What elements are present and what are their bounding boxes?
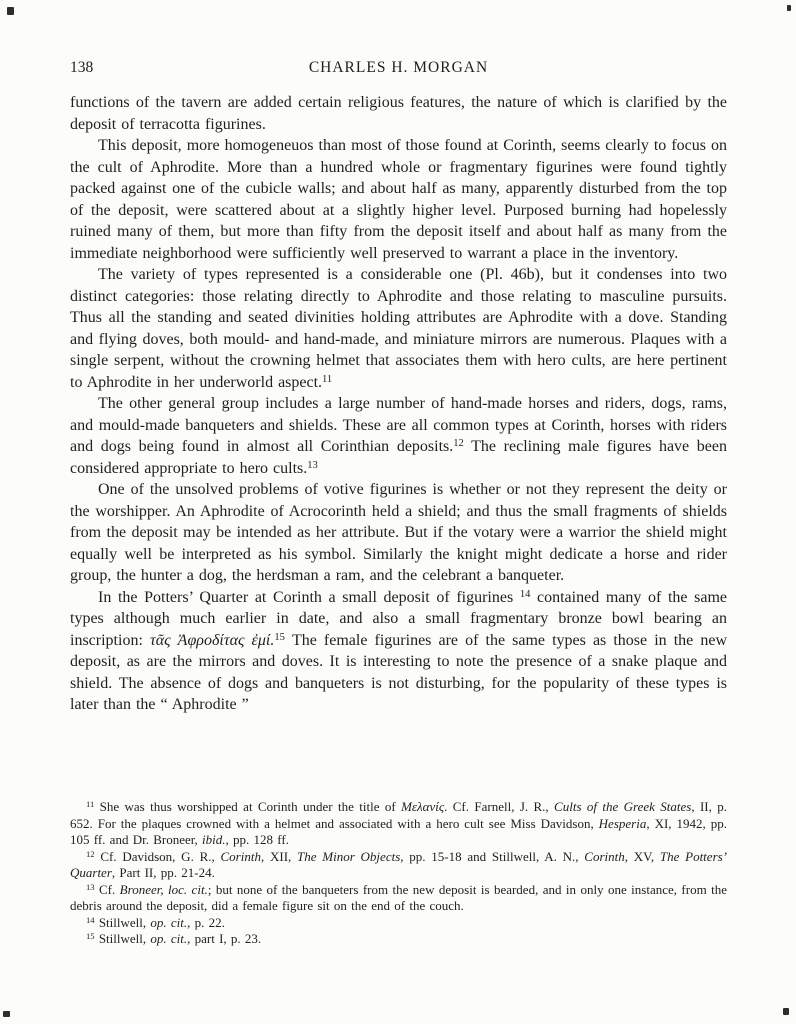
page-number: 138 bbox=[70, 59, 94, 76]
footnote-14: $^{14}$ Stillwell, op. cit., p. 22. bbox=[86, 914, 225, 930]
page-header bbox=[70, 57, 727, 78]
scan-mark-top-left bbox=[7, 7, 14, 15]
scan-mark-top-right bbox=[787, 5, 791, 11]
footnotes bbox=[70, 799, 727, 948]
footnote-15: $^{15}$ Stillwell, op. cit., part I, p. 23. bbox=[86, 931, 262, 946]
paragraph-1: functions of the tavern are added certain religious features, the nature of which is clarified by the deposit of terracotta figurines. bbox=[70, 94, 727, 133]
footnote-11: $^{11}$ She was thus worshipped at Corinth under the title of Μελανίς. Cf. Farnell, J. R., Cults of the Greek States, II, p. 652. For the plaques crowned with a helmet and associated with a hero cult see Miss Davidson, Hesperia, XI, 1942, pp. 105 ff. and Dr. Broneer, ibid., pp. 128 ff. bbox=[70, 799, 727, 847]
body-text bbox=[70, 92, 727, 716]
scan-mark-bottom-right bbox=[783, 1008, 789, 1015]
paragraph-2: This deposit, more homogeneuos than most of those found at Corinth, seems clearly to focus on the cult of Aphrodite. More than a hundred whole or fragmentary figurines were found tightly packed against one of the cubicle walls; and about half as many, apparently disturbed from the top of the deposit, were scattered about at a slightly higher level. Purposed burning had hopelessly ruined many of them, but more than fifty from the deposit itself and about half as many from the immediate neighborhood were sufficiently well preserved to warrant a place in the inventory. bbox=[70, 137, 727, 262]
footnote-13: $^{13}$ Cf. Broneer, loc. cit.; but none of the banqueters from the new deposit is bearded, and in only one instance, from the debris around the deposit, did a female figure sit on the end of the couch. bbox=[70, 881, 727, 913]
paragraph-6: In the Potters’ Quarter at Corinth a small deposit of figurines $^{14}$ contained many of the same types although much earlier in date, and also a small fragmentary bronze bowl bearing an inscription: τᾶς Ἀφροδίτας ἐμί.$^{15}$ The female figurines are of the same types as those in the new deposit, as are the mirrors and doves. It is interesting to note the presence of a snake plaque and shield. The absence of dogs and banqueters is not disturbing, for the popularity of these types is later than the “ Aphrodite ” bbox=[70, 588, 728, 713]
paragraph-4: The other general group includes a large number of hand-made horses and riders, dogs, rams, and mould-made banqueters and shields. These are all common types at Corinth, horses with riders and dogs being found in almost all Corinthian deposits.$^{12}$ The reclining male figures have been considered appropriate to hero cults.$^{13}$ bbox=[70, 395, 727, 477]
running-head: CHARLES H. MORGAN bbox=[308, 59, 489, 76]
scan-mark-bottom-left bbox=[3, 1011, 10, 1017]
page-content bbox=[70, 57, 727, 716]
footnote-12: $^{12}$ Cf. Davidson, G. R., Corinth, XII, The Minor Objects, pp. 15-18 and Stillwell, A. N., Corinth, XV, The Potters’ Quarter, Part II, pp. 21-24. bbox=[70, 848, 728, 880]
paragraph-5: One of the unsolved problems of votive figurines is whether or not they represent the deity or the worshipper. An Aphrodite of Acrocorinth held a shield; and thus the small fragments of shields from the deposit may be intended as her attribute. But if the votary were a warrior the shield might equally well be interpreted as his symbol. Similarly the knight might dedicate a horse and rider group, the hunter a dog, the herdsman a ram, and the celebrant a banqueter. bbox=[70, 481, 727, 584]
paragraph-3: The variety of types represented is a considerable one (Pl. 46b), but it condenses into two distinct categories: those relating directly to Aphrodite and those relating to masculine pursuits. Thus all the standing and seated divinities holding attributes are Aphrodite with a dove. Standing and flying doves, both mould- and hand-made, and miniature mirrors are numerous. Plaques with a single serpent, without the crowning helmet that associates them with hero cults, are here pertinent to Aphrodite in her underworld aspect.$^{11}$ bbox=[70, 266, 727, 391]
